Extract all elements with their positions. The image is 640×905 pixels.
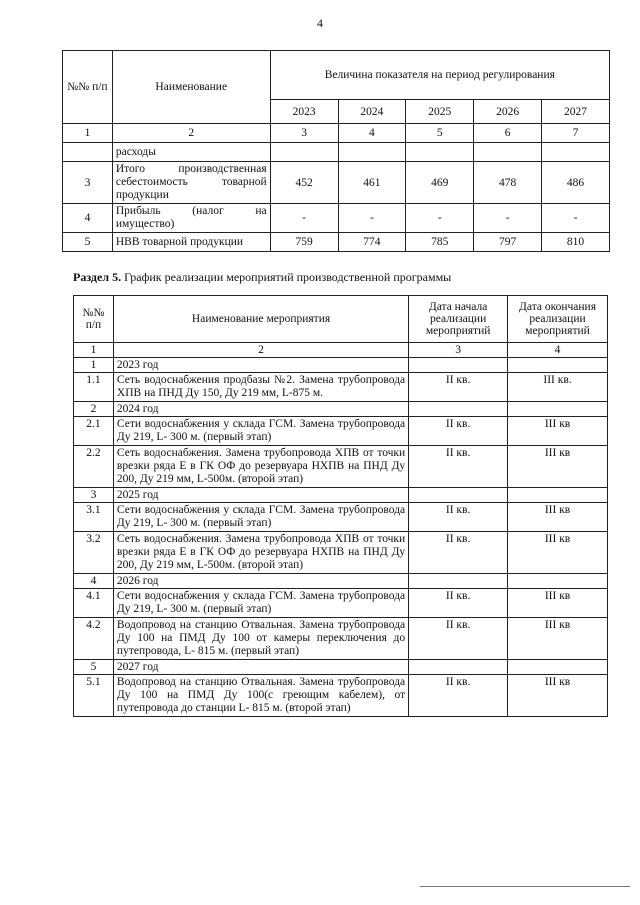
table-row — [74, 532, 608, 574]
col-number: 4 — [338, 124, 406, 143]
row-name: Итого производственная себестоимость товарной продукции — [112, 162, 270, 204]
table-row — [63, 162, 610, 204]
row-end — [508, 574, 608, 589]
year-cell: 2023 — [270, 100, 338, 124]
row-start: II кв. — [409, 618, 508, 660]
row-num: 3.2 — [74, 532, 114, 574]
table-row — [74, 402, 608, 417]
row-num: 4 — [74, 574, 114, 589]
row-value: 486 — [542, 162, 610, 204]
table-row — [74, 488, 608, 503]
row-num: 5 — [74, 660, 114, 675]
row-start: II кв. — [409, 675, 508, 717]
header-num: №№ п/п — [74, 296, 114, 343]
table-row — [63, 204, 610, 233]
col-number: 3 — [270, 124, 338, 143]
row-num: 1.1 — [74, 373, 114, 402]
table-row — [74, 675, 608, 717]
row-num: 3 — [74, 488, 114, 503]
schedule-body — [74, 358, 608, 717]
row-start — [409, 574, 508, 589]
row-value — [406, 143, 474, 162]
header-start: Дата начала реализации мероприятий — [409, 296, 508, 343]
row-num — [63, 143, 113, 162]
row-value — [338, 143, 406, 162]
row-name: 2027 год — [113, 660, 408, 675]
row-name: Сети водоснабжения у склада ГСМ. Замена трубопровода Ду 219, L- 300 м. (первый этап) — [113, 417, 408, 446]
row-num: 3.1 — [74, 503, 114, 532]
table-row — [74, 618, 608, 660]
table-row — [74, 417, 608, 446]
row-start: II кв. — [409, 503, 508, 532]
row-end: III кв — [508, 675, 608, 717]
row-start: II кв. — [409, 446, 508, 488]
row-value: 469 — [406, 162, 474, 204]
row-start: II кв. — [409, 532, 508, 574]
row-value: - — [338, 204, 406, 233]
regulation-table — [62, 50, 610, 252]
row-start — [409, 358, 508, 373]
table-row — [74, 589, 608, 618]
row-end: III кв — [508, 532, 608, 574]
row-value: 785 — [406, 233, 474, 252]
row-name: расходы — [112, 143, 270, 162]
row-end: III кв — [508, 503, 608, 532]
table-row — [74, 373, 608, 402]
table-row — [74, 660, 608, 675]
row-num: 5 — [63, 233, 113, 252]
row-num: 4 — [63, 204, 113, 233]
col-number: 1 — [63, 124, 113, 143]
row-end: III кв — [508, 417, 608, 446]
row-start: II кв. — [409, 417, 508, 446]
header-period: Величина показателя на период регулирования — [270, 51, 609, 100]
row-start — [409, 488, 508, 503]
row-value: - — [406, 204, 474, 233]
row-name: Сети водоснабжения у склада ГСМ. Замена трубопровода Ду 219, L- 300 м. (первый этап) — [113, 503, 408, 532]
row-value: 452 — [270, 162, 338, 204]
row-start — [409, 402, 508, 417]
header-name: Наименование мероприятия — [113, 296, 408, 343]
table-row — [74, 574, 608, 589]
row-value: - — [474, 204, 542, 233]
header-num: №№ п/п — [63, 51, 113, 124]
row-value: 810 — [542, 233, 610, 252]
row-end — [508, 488, 608, 503]
col-number: 2 — [112, 124, 270, 143]
row-end — [508, 402, 608, 417]
table-row — [63, 143, 610, 162]
row-end: III кв — [508, 446, 608, 488]
row-num: 2.1 — [74, 417, 114, 446]
row-num: 2.2 — [74, 446, 114, 488]
row-value: - — [542, 204, 610, 233]
schedule-table — [73, 295, 608, 717]
row-value: 461 — [338, 162, 406, 204]
row-end: III кв — [508, 618, 608, 660]
row-value: 797 — [474, 233, 542, 252]
row-value: 478 — [474, 162, 542, 204]
row-end — [508, 660, 608, 675]
footer-lines — [420, 882, 630, 887]
col-number: 6 — [474, 124, 542, 143]
row-num: 1 — [74, 358, 114, 373]
row-name: Водопровод на станцию Отвальная. Замена трубопровода Ду 100 на ПМД Ду 100 от камеры переключения до путепровода, L- 815 м. (первый этап) — [113, 618, 408, 660]
col-number: 5 — [406, 124, 474, 143]
row-num: 4.2 — [74, 618, 114, 660]
row-num: 5.1 — [74, 675, 114, 717]
row-name: 2023 год — [113, 358, 408, 373]
row-name: Водопровод на станцию Отвальная. Замена трубопровода Ду 100 на ПМД Ду 100(с греющим кабелем), от путепровода до станции L- 815 м. (второй этап) — [113, 675, 408, 717]
row-end — [508, 358, 608, 373]
header-end: Дата окончания реализации мероприятий — [508, 296, 608, 343]
col-number: 1 — [74, 343, 114, 358]
row-value: 774 — [338, 233, 406, 252]
row-start — [409, 660, 508, 675]
section-title — [73, 270, 451, 285]
row-num: 2 — [74, 402, 114, 417]
row-name: Сети водоснабжения у склада ГСМ. Замена трубопровода Ду 219, L- 300 м. (первый этап) — [113, 589, 408, 618]
section-label: Раздел 5. — [73, 270, 122, 284]
table-row — [74, 358, 608, 373]
row-name: 2026 год — [113, 574, 408, 589]
page-number: 4 — [317, 16, 323, 30]
row-name: Сеть водоснабжения. Замена трубопровода ХПВ от точки врезки ряда Е в ГК ОФ до резервуара НХПВ на ПНД Ду 200, Ду 219 мм, L-500м. (второй этап) — [113, 446, 408, 488]
table-row — [74, 503, 608, 532]
row-end: III кв. — [508, 373, 608, 402]
row-value: 759 — [270, 233, 338, 252]
year-cell: 2027 — [542, 100, 610, 124]
col-number: 3 — [409, 343, 508, 358]
header-name: Наименование — [112, 51, 270, 124]
row-name: Сеть водоснабжения продбазы №2. Замена трубопровода ХПВ на ПНД Ду 150, Ду 219 мм, L-875 м. — [113, 373, 408, 402]
row-name: НВВ товарной продукции — [112, 233, 270, 252]
row-value — [542, 143, 610, 162]
col-number: 2 — [113, 343, 408, 358]
row-start: II кв. — [409, 373, 508, 402]
section-heading: График реализации мероприятий производственной программы — [124, 270, 452, 284]
row-name: Прибыль (налог на имущество) — [112, 204, 270, 233]
row-name: Сеть водоснабжения. Замена трубопровода ХПВ от точки врезки ряда Е в ГК ОФ до резервуара НХПВ на ПНД Ду 200, Ду 219 мм, L-500м. (второй этап) — [113, 532, 408, 574]
col-number: 7 — [542, 124, 610, 143]
row-end: III кв — [508, 589, 608, 618]
row-value: - — [270, 204, 338, 233]
row-value — [270, 143, 338, 162]
row-num: 4.1 — [74, 589, 114, 618]
row-name: 2025 год — [113, 488, 408, 503]
table-row — [63, 233, 610, 252]
year-cell: 2024 — [338, 100, 406, 124]
row-value — [474, 143, 542, 162]
row-start: II кв. — [409, 589, 508, 618]
table-row — [74, 446, 608, 488]
row-num: 3 — [63, 162, 113, 204]
year-cell: 2025 — [406, 100, 474, 124]
year-cell: 2026 — [474, 100, 542, 124]
row-name: 2024 год — [113, 402, 408, 417]
col-number: 4 — [508, 343, 608, 358]
